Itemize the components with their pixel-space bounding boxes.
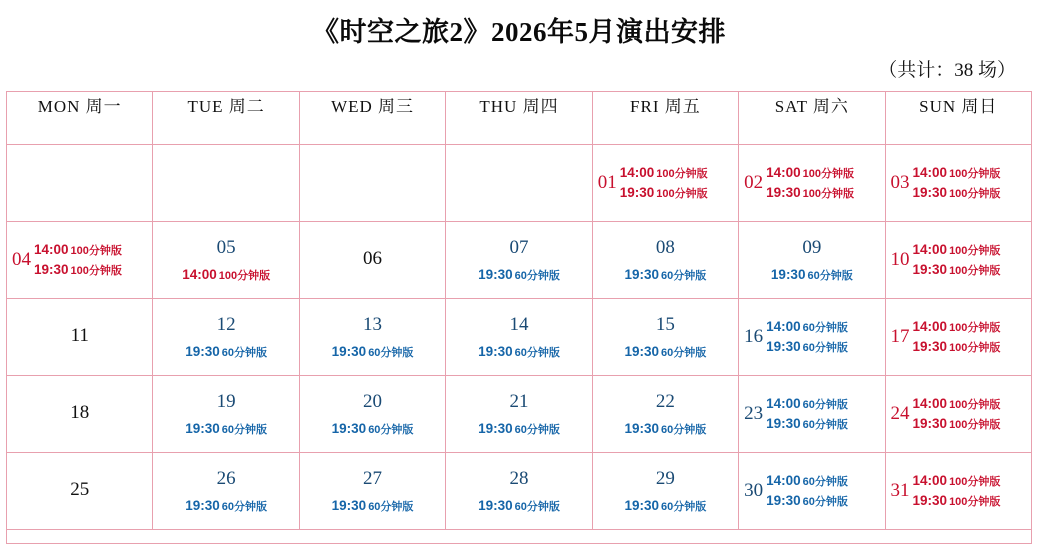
show-time-2: 19:30 100分钟版 (912, 185, 1001, 200)
day-number: 02 (744, 172, 764, 193)
day-cell-29[interactable] (592, 453, 738, 530)
day-cell-19[interactable] (153, 376, 299, 453)
calendar-week-row (7, 222, 1032, 299)
show-time-1: 19:30 60分钟版 (770, 267, 853, 282)
day-number: 21 (509, 391, 529, 412)
show-time-1: 19:30 60分钟版 (331, 498, 414, 513)
show-time-2: 19:30 100分钟版 (912, 493, 1001, 508)
day-cell-27[interactable] (299, 453, 445, 530)
day-cell-empty (446, 145, 592, 222)
show-time-1: 19:30 60分钟版 (185, 344, 268, 359)
day-cell-empty (153, 145, 299, 222)
day-cell-17[interactable] (885, 299, 1031, 376)
day-number: 18 (70, 402, 90, 423)
day-number: 15 (655, 314, 675, 335)
day-number: 23 (744, 403, 764, 424)
day-number: 11 (70, 325, 89, 346)
show-time-1: 19:30 60分钟版 (331, 344, 414, 359)
show-time-1: 19:30 60分钟版 (478, 421, 560, 436)
show-time-1: 19:30 60分钟版 (185, 421, 268, 436)
total-count-label: （共计：38 场） (878, 60, 1016, 81)
day-number: 31 (890, 480, 910, 501)
day-number: 19 (216, 391, 236, 412)
day-cell-14[interactable] (446, 299, 592, 376)
show-time-2: 19:30 100分钟版 (619, 185, 708, 200)
day-number: 09 (802, 237, 822, 258)
day-cell-02[interactable] (739, 145, 885, 222)
day-number: 17 (890, 326, 910, 347)
show-time-1: 14:00 100分钟版 (619, 165, 708, 180)
day-number: 05 (216, 237, 236, 258)
show-time-1: 14:00 100分钟版 (182, 267, 271, 282)
day-number: 08 (655, 237, 675, 258)
day-cell-13[interactable] (299, 299, 445, 376)
show-time-1: 14:00 60分钟版 (766, 396, 848, 411)
day-number: 20 (363, 391, 383, 412)
day-number: 04 (12, 249, 31, 270)
day-cell-15[interactable] (592, 299, 738, 376)
day-number: 27 (363, 468, 383, 489)
day-number: 01 (597, 172, 617, 193)
day-cell-31[interactable] (885, 453, 1031, 530)
day-number: 24 (890, 403, 910, 424)
weekday-header-fri: FRI 周五 (592, 92, 738, 145)
show-time-1: 19:30 60分钟版 (331, 421, 414, 436)
show-time-1: 14:00 100分钟版 (912, 396, 1001, 411)
day-number: 22 (655, 391, 675, 412)
show-time-2: 19:30 100分钟版 (912, 339, 1001, 354)
day-cell-01[interactable] (592, 145, 738, 222)
show-time-1: 14:00 100分钟版 (912, 473, 1001, 488)
day-cell-28[interactable] (446, 453, 592, 530)
show-time-1: 19:30 60分钟版 (478, 267, 560, 282)
calendar-week-row (7, 376, 1032, 453)
calendar-week-row (7, 299, 1032, 376)
day-cell-11[interactable] (7, 299, 153, 376)
show-time-1: 19:30 60分钟版 (624, 267, 707, 282)
day-cell-10[interactable] (885, 222, 1031, 299)
day-cell-25[interactable] (7, 453, 153, 530)
show-time-1: 14:00 60分钟版 (766, 473, 848, 488)
day-cell-empty (299, 145, 445, 222)
show-time-2: 19:30 100分钟版 (766, 185, 854, 200)
weekday-header-sun: SUN 周日 (885, 92, 1031, 145)
weekday-header-thu: THU 周四 (446, 92, 592, 145)
weekday-header-tue: TUE 周二 (153, 92, 299, 145)
day-number: 25 (70, 479, 90, 500)
day-number: 07 (509, 237, 529, 258)
day-number: 28 (509, 468, 529, 489)
day-cell-empty (7, 145, 153, 222)
day-cell-22[interactable] (592, 376, 738, 453)
calendar-week-row (7, 145, 1032, 222)
day-cell-09[interactable] (739, 222, 885, 299)
day-number: 30 (744, 480, 764, 501)
show-time-2: 19:30 60分钟版 (766, 493, 848, 508)
show-time-1: 14:00 100分钟版 (912, 165, 1001, 180)
page-title: 《时空之旅2》2026年5月演出安排 (312, 17, 726, 47)
day-number: 10 (890, 249, 910, 270)
day-number: 14 (509, 314, 529, 335)
day-cell-04[interactable] (7, 222, 153, 299)
day-number: 06 (363, 248, 383, 269)
day-cell-03[interactable] (885, 145, 1031, 222)
day-cell-20[interactable] (299, 376, 445, 453)
day-cell-24[interactable] (885, 376, 1031, 453)
schedule-table (6, 91, 1032, 530)
day-cell-07[interactable] (446, 222, 592, 299)
show-time-1: 14:00 100分钟版 (912, 319, 1001, 334)
weekday-header-sat: SAT 周六 (739, 92, 885, 145)
day-cell-23[interactable] (739, 376, 885, 453)
table-bottom-strip (6, 530, 1032, 544)
show-time-2: 19:30 100分钟版 (912, 262, 1001, 277)
day-cell-18[interactable] (7, 376, 153, 453)
show-time-1: 14:00 60分钟版 (766, 319, 848, 334)
day-cell-08[interactable] (592, 222, 738, 299)
day-cell-26[interactable] (153, 453, 299, 530)
day-number: 03 (890, 172, 910, 193)
day-cell-06[interactable] (299, 222, 445, 299)
day-number: 26 (216, 468, 236, 489)
day-cell-16[interactable] (739, 299, 885, 376)
show-time-2: 19:30 100分钟版 (34, 262, 122, 277)
day-number: 13 (363, 314, 383, 335)
show-time-1: 19:30 60分钟版 (478, 344, 560, 359)
show-time-1: 14:00 100分钟版 (34, 242, 122, 257)
show-time-2: 19:30 60分钟版 (766, 416, 848, 431)
day-cell-30[interactable] (739, 453, 885, 530)
show-time-1: 19:30 60分钟版 (624, 498, 707, 513)
show-time-1: 19:30 60分钟版 (624, 344, 707, 359)
weekday-header-wed: WED 周三 (299, 92, 445, 145)
day-number: 29 (655, 468, 675, 489)
show-time-2: 19:30 100分钟版 (912, 416, 1001, 431)
day-number: 16 (744, 326, 764, 347)
show-time-1: 14:00 100分钟版 (912, 242, 1001, 257)
table-header-row (7, 92, 1032, 145)
show-time-1: 19:30 60分钟版 (624, 421, 707, 436)
show-time-1: 14:00 100分钟版 (766, 165, 854, 180)
day-number: 12 (216, 314, 236, 335)
calendar-week-row (7, 453, 1032, 530)
day-cell-21[interactable] (446, 376, 592, 453)
day-cell-05[interactable] (153, 222, 299, 299)
day-cell-12[interactable] (153, 299, 299, 376)
weekday-header-mon: MON 周一 (7, 92, 153, 145)
show-time-1: 19:30 60分钟版 (185, 498, 268, 513)
show-time-2: 19:30 60分钟版 (766, 339, 848, 354)
show-time-1: 19:30 60分钟版 (478, 498, 560, 513)
